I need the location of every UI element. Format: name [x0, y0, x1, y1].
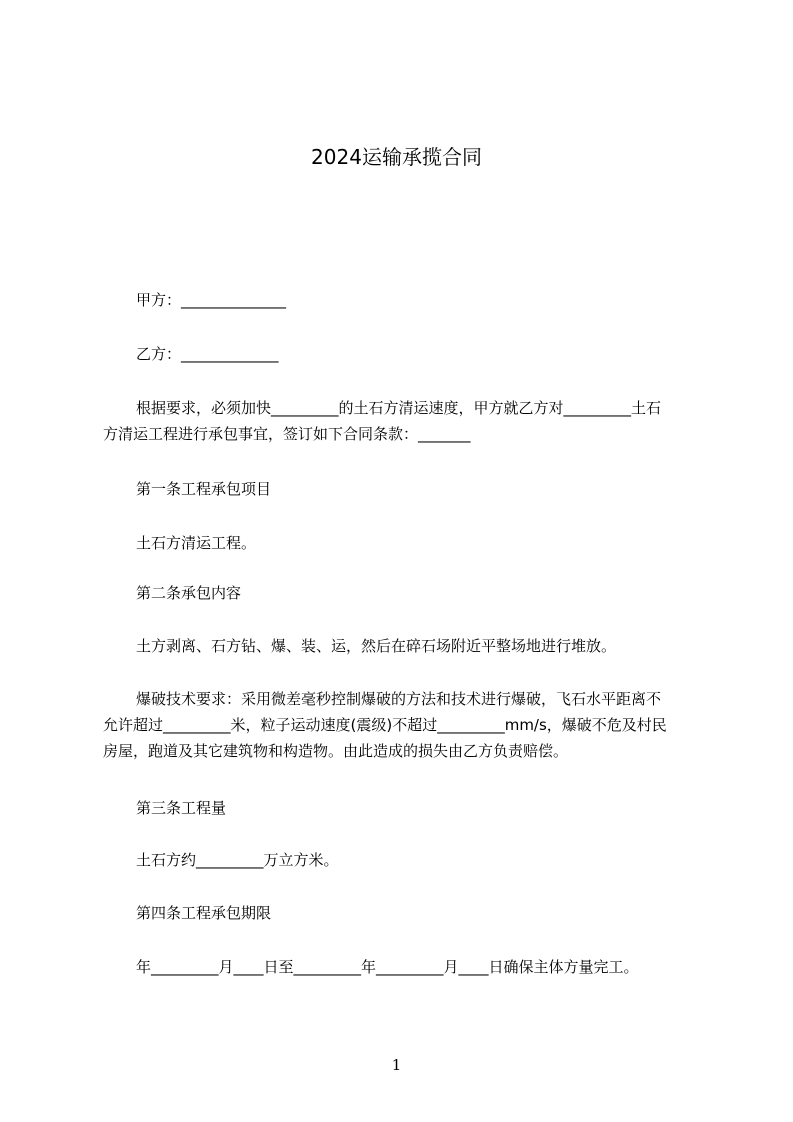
blasting-line-2: 允许超过_________米，粒子运动速度(震级)不超过_________mm/s，爆破不危及村民 — [103, 716, 667, 734]
blasting-line-3: 房屋，跑道及其它建筑物和构造物。由此造成的损失由乙方负责赔偿。 — [103, 742, 569, 760]
article-4-heading: 第四条工程承包期限 — [136, 904, 272, 922]
article-3-text: 土石方约_________万立方米。 — [136, 851, 339, 869]
article-2-text: 土方剥离、石方钻、爆、装、运，然后在碎石场附近平整场地进行堆放。 — [136, 637, 617, 655]
intro-line-1: 根据要求，必须加快_________的土石方清运速度，甲方就乙方对_________土石 — [136, 399, 662, 417]
article-1-heading: 第一条工程承包项目 — [136, 480, 272, 498]
article-4-text: 年_________月____日至_________年_________月____日确保主体方量完工。 — [136, 958, 639, 976]
page-number: 1 — [391, 1056, 402, 1074]
blasting-requirements-paragraph — [103, 686, 699, 764]
article-3-heading: 第三条工程量 — [136, 799, 227, 817]
intro-paragraph — [103, 395, 699, 447]
document-title: 2024运输承揽合同 — [311, 145, 482, 169]
party-b-line: 乙方：_____________ — [136, 345, 279, 363]
article-1-text: 土石方清运工程。 — [136, 534, 257, 552]
article-2-heading: 第二条承包内容 — [136, 584, 242, 602]
blasting-line-1: 爆破技术要求：采用微差毫秒控制爆破的方法和技术进行爆破，飞石水平距离不 — [136, 690, 662, 708]
intro-line-2: 方清运工程进行承包事宜，签订如下合同条款：_______ — [103, 425, 471, 443]
party-a-line: 甲方：______________ — [136, 291, 287, 309]
